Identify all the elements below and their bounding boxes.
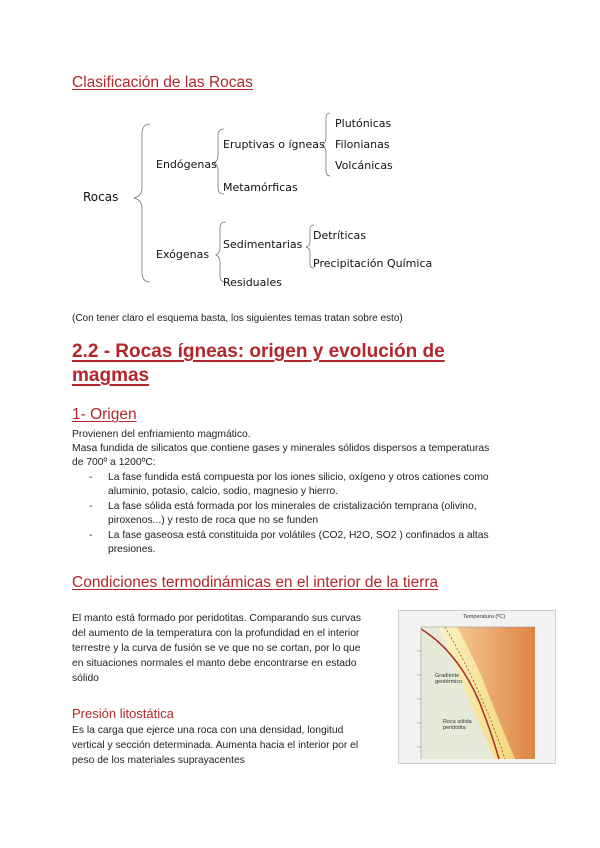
diagram-filonianas: Filonianas — [335, 138, 390, 151]
section-heading-line1: 2.2 - Rocas ígneas: origen y evolución de — [72, 341, 445, 362]
section-heading-line2: magmas — [72, 365, 150, 386]
diagram-exogenas: Exógenas — [156, 248, 210, 261]
brace-exogenas — [216, 222, 226, 282]
condiciones-line2: del aumento de la temperatura con la profundidad en el interior — [72, 628, 360, 639]
bullet-dash: - — [89, 501, 93, 512]
origen-p2-line1: Masa fundida de silicatos que contiene gases y minerales sólidos dispersos a temperaturas — [72, 443, 490, 454]
presion-title: Presión litostática — [72, 706, 174, 721]
bullet-1-line2: aluminio, potasio, calcio, sodio, magnesio y hierro. — [108, 486, 339, 497]
bullet-3-line2: presiones. — [108, 544, 156, 555]
section-heading — [72, 340, 445, 388]
diagram-detriticas: Detríticas — [313, 229, 367, 242]
presion-line2: vertical y sección determinada. Aumenta hacia el interior por el — [72, 740, 359, 751]
presion-line3: peso de los materiales suprayacentes — [72, 755, 245, 766]
figure-graphic — [399, 611, 555, 763]
brace-rocas — [134, 124, 150, 282]
condiciones-line3: terrestre y la curva de fusión se ve que no se cortan, por lo que — [72, 643, 361, 654]
figure-top-label: Temperatura (ºC) — [463, 614, 506, 620]
diagram-rocas: Rocas — [83, 190, 119, 204]
condiciones-line1: El manto está formado por peridotitas. Comparando sus curvas — [72, 613, 362, 624]
classification-title: Clasificación de las Rocas — [72, 74, 253, 91]
diagram-volcanicas: Volcánicas — [335, 159, 393, 172]
condiciones-title: Condiciones termodinámicas en el interior de la tierra — [72, 574, 439, 591]
bullet-2-line1: La fase sólida está formada por los minerales de cristalización temprana (olivino, — [108, 501, 477, 512]
condiciones-line5: sólido — [72, 673, 99, 684]
origen-p1: Provienen del enfriamiento magmático. — [72, 429, 251, 440]
classification-note: (Con tener claro el esquema basta, los siguientes temas tratan sobre esto) — [72, 313, 403, 324]
diagram-plutonicas: Plutónicas — [335, 117, 392, 130]
diagram-metamorficas: Metamórficas — [223, 181, 298, 194]
bullet-dash: - — [89, 472, 93, 483]
bullet-3-line1: La fase gaseosa está constituida por volátiles (CO2, H2O, SO2 ) confinados a altas — [108, 530, 489, 541]
origen-p2-line2: de 700º a 1200ºC: — [72, 457, 156, 468]
diagram-endogenas: Endógenas — [156, 158, 217, 171]
temperature-depth-figure — [398, 610, 556, 764]
origen-title: 1- Origen — [72, 406, 137, 423]
figure-region2-label: Roca sólida peridotita — [443, 719, 472, 731]
diagram-residuales: Residuales — [223, 276, 282, 289]
diagram-eruptivas: Eruptivas o ígneas — [223, 138, 325, 151]
diagram-precipitacion: Precipitación Química — [313, 257, 433, 270]
diagram-sedimentarias: Sedimentarias — [223, 238, 303, 251]
presion-line1: Es la carga que ejerce una roca con una densidad, longitud — [72, 725, 344, 736]
bullet-dash: - — [89, 530, 93, 541]
bullet-1-line1: La fase fundida está compuesta por los iones silicio, oxígeno y otros cationes como — [108, 472, 489, 483]
condiciones-line4: en situaciones normales el manto debe encontrarse en estado — [72, 658, 357, 669]
figure-region1-label: Gradiente geotérmico — [435, 673, 463, 685]
classification-brackets — [120, 104, 320, 294]
bullet-2-line2: piroxenos...) y resto de roca que no se funden — [108, 515, 319, 526]
